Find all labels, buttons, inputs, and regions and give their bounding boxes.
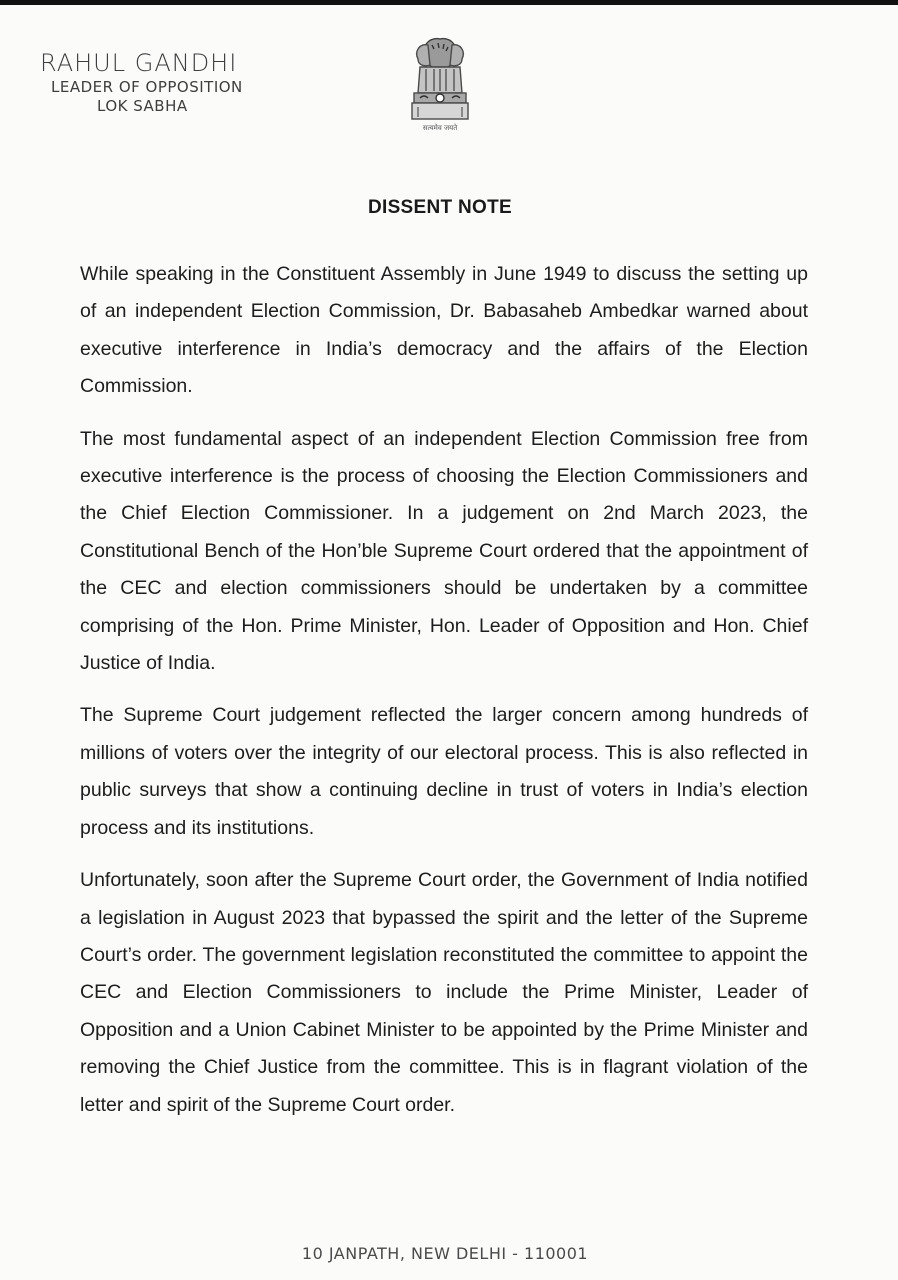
- letterhead-house: LOK SABHA: [97, 97, 188, 115]
- letterhead-name: RAHUL GANDHI: [40, 49, 238, 77]
- letterhead-title: LEADER OF OPPOSITION: [51, 78, 243, 96]
- document-body: [80, 256, 808, 1139]
- footer-address: 10 JANPATH, NEW DELHI - 110001: [301, 1244, 589, 1263]
- letterhead: [40, 48, 270, 116]
- paragraph-4: Unfortunately, soon after the Supreme Court order, the Government of India notified a legislation in August 2023 that bypassed the spirit and the letter of the Supreme Court’s order. The government legislation reconstituted the committee to appoint the CEC and Election Commissioners to include the Prime Minister, Leader of Opposition and a Union Cabinet Minister to be appointed by the Prime Minister and removing the Chief Justice from the committee. This is in flagrant violation of the letter and spirit of the Supreme Court order.: [80, 869, 808, 1116]
- paragraph-3: The Supreme Court judgement reflected the larger concern among hundreds of millions of voters over the integrity of our electoral process. This is also reflected in public surveys that show a continuing decline in trust of voters in India’s election process and its institutions.: [80, 704, 808, 839]
- emblem-motto: सत्यमेव जयते: [422, 124, 458, 132]
- paragraph-1: While speaking in the Constituent Assembly in June 1949 to discuss the setting up of an independent Election Commission, Dr. Babasaheb Ambedkar warned about executive interference in India’s democracy and the affairs of the Election Commission.: [80, 263, 808, 398]
- page-top-edge: [0, 0, 898, 5]
- document-title: DISSENT NOTE: [367, 197, 512, 218]
- paragraph-2: The most fundamental aspect of an independent Election Commission free from executive interference is the process of choosing the Election Commissioners and the Chief Election Commissioner. In a judgement on 2nd March 2023, the Constitutional Bench of the Hon’ble Supreme Court ordered that the appointment of the CEC and election commissioners should be undertaken by a committee comprising of the Hon. Prime Minister, Hon. Leader of Opposition and Hon. Chief Justice of India.: [80, 427, 808, 675]
